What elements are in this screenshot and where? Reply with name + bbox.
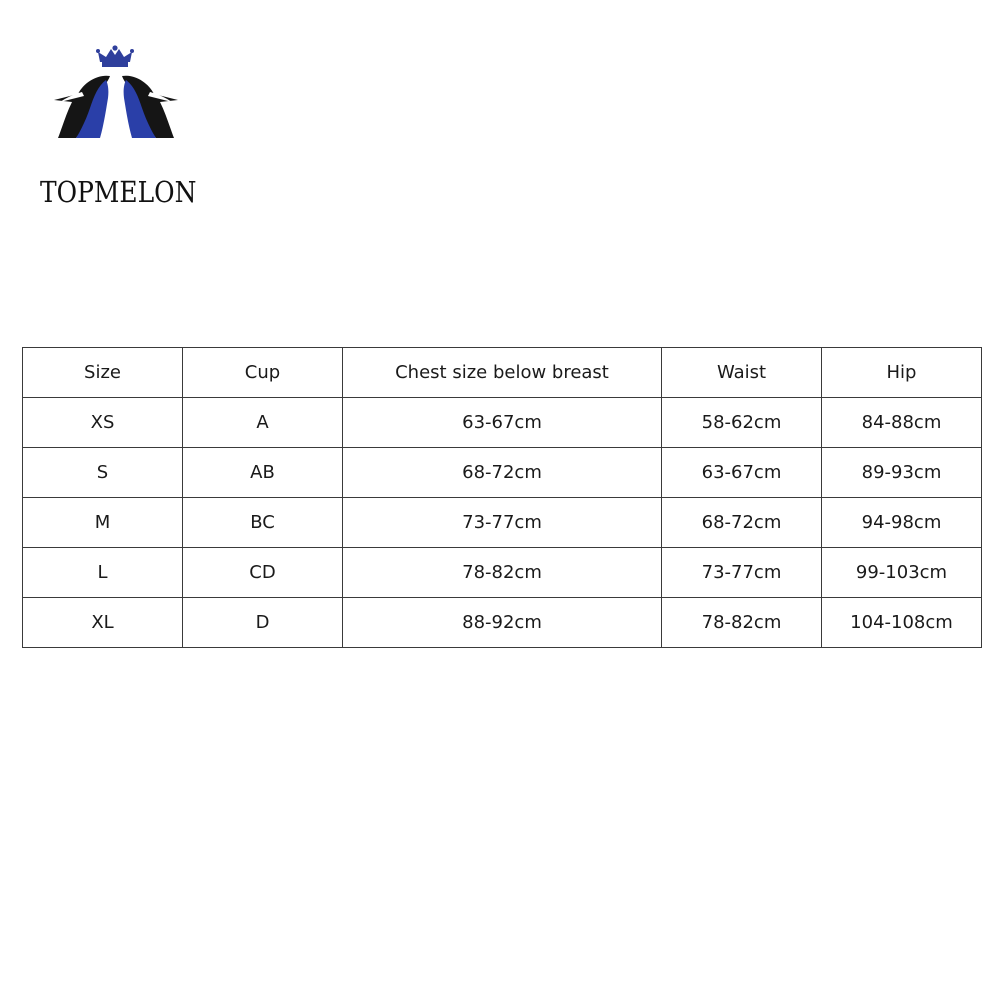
header-size: Size (23, 348, 183, 398)
cell-size: XS (23, 398, 183, 448)
cell-waist: 73-77cm (662, 548, 822, 598)
table-row (23, 548, 982, 598)
cell-chest: 78-82cm (343, 548, 662, 598)
size-chart-table (22, 347, 982, 648)
cell-cup: CD (183, 548, 343, 598)
header-waist: Waist (662, 348, 822, 398)
cell-hip: 84-88cm (822, 398, 982, 448)
cell-size: S (23, 448, 183, 498)
table-row (23, 448, 982, 498)
crowned-penguins-logo-icon (36, 40, 196, 150)
cell-waist: 58-62cm (662, 398, 822, 448)
right-penguin-icon (122, 76, 190, 138)
cell-chest: 63-67cm (343, 398, 662, 448)
cell-cup: BC (183, 498, 343, 548)
brand-logo (36, 40, 197, 209)
cell-cup: D (183, 598, 343, 648)
cell-hip: 104-108cm (822, 598, 982, 648)
cell-cup: AB (183, 448, 343, 498)
crown-icon (96, 45, 134, 67)
cell-waist: 63-67cm (662, 448, 822, 498)
cell-size: M (23, 498, 183, 548)
cell-chest: 88-92cm (343, 598, 662, 648)
brand-name: TOPMELON (40, 175, 197, 209)
cell-cup: A (183, 398, 343, 448)
table-header-row (23, 348, 982, 398)
cell-hip: 99-103cm (822, 548, 982, 598)
cell-size: XL (23, 598, 183, 648)
table-row (23, 598, 982, 648)
cell-hip: 89-93cm (822, 448, 982, 498)
table-row (23, 398, 982, 448)
header-hip: Hip (822, 348, 982, 398)
cell-hip: 94-98cm (822, 498, 982, 548)
cell-chest: 73-77cm (343, 498, 662, 548)
left-penguin-icon (42, 76, 110, 138)
header-cup: Cup (183, 348, 343, 398)
table-row (23, 498, 982, 548)
cell-chest: 68-72cm (343, 448, 662, 498)
cell-size: L (23, 548, 183, 598)
cell-waist: 78-82cm (662, 598, 822, 648)
header-chest: Chest size below breast (343, 348, 662, 398)
cell-waist: 68-72cm (662, 498, 822, 548)
